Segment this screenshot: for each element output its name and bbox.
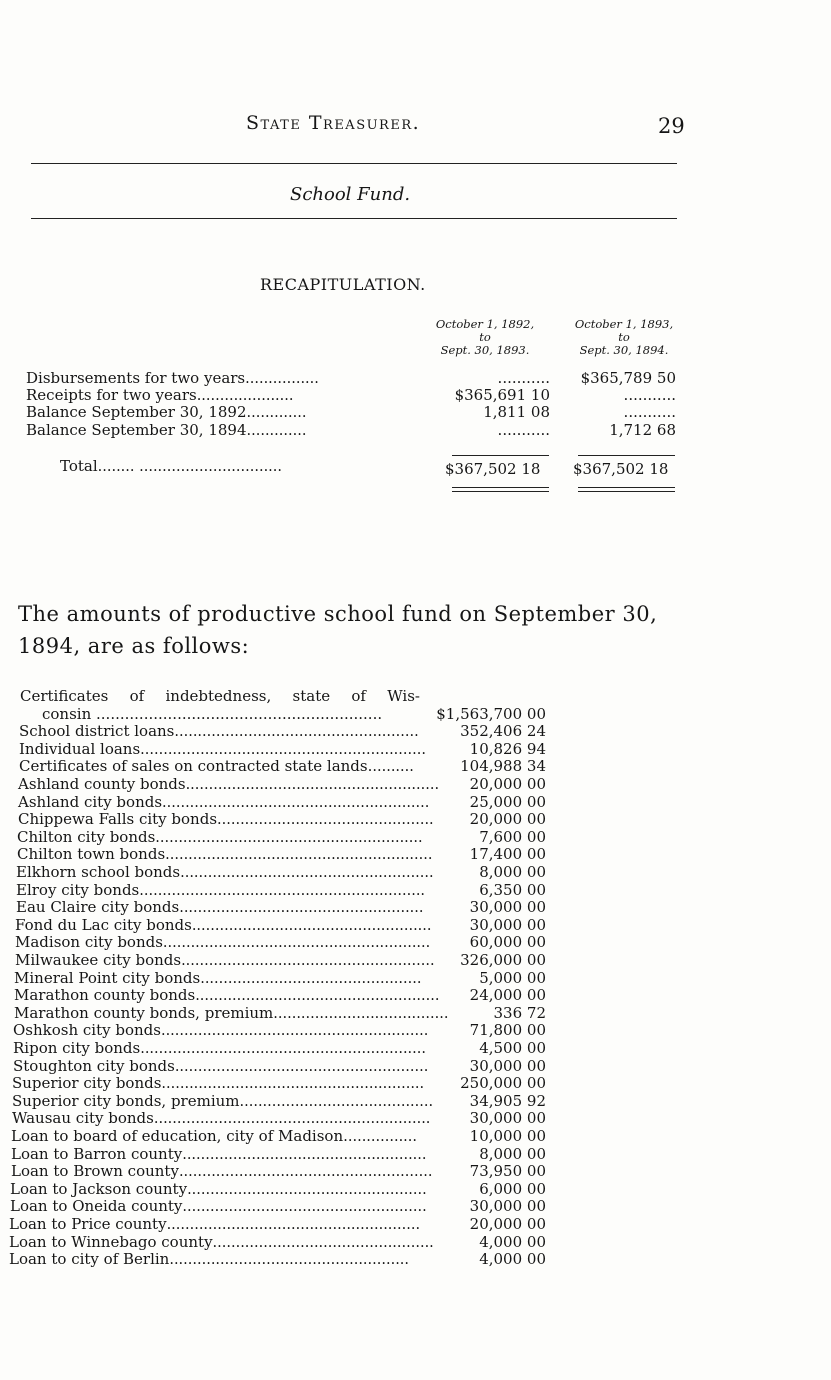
fund-item-text: Loan to city of Berlin (9, 1250, 170, 1269)
total-double-rule (452, 491, 549, 492)
fund-item-text (20, 688, 420, 723)
fund-item-text: Loan to Winnebago county (9, 1232, 213, 1251)
leader-dots: ....................................................... (185, 777, 440, 793)
leader-dots: ......... (372, 759, 414, 776)
leader-dots: ............. (246, 405, 307, 421)
leader-dots: ................ (245, 371, 319, 387)
column-header-line: October 1, 1892, (435, 317, 535, 331)
fund-item-text: Chilton city bonds (17, 827, 156, 846)
recap-row-text: Disbursements for two years (26, 369, 246, 387)
recap-row-label (26, 386, 294, 404)
leader-dots: ................................................ (200, 970, 422, 987)
column-header-line: to (618, 330, 630, 344)
fund-item-amount: 10,000 00 (469, 1127, 546, 1145)
fund-item-text: Marathon county bonds, premium (14, 1003, 274, 1022)
fund-item-text: Elroy city bonds (16, 880, 140, 899)
fund-item-amount: 8,000 00 (479, 863, 546, 881)
fund-item-text: Milwaukee city bonds (15, 951, 182, 969)
fund-item-label (9, 1234, 434, 1252)
fund-item-label (12, 1093, 433, 1111)
fund-item-text-line: Certificates of indebtedness, state of Wis- (20, 687, 420, 705)
fund-item-amount: 30,000 00 (469, 898, 546, 917)
page-number: 29 (658, 114, 685, 138)
leader-dots: ........ ............................... (97, 459, 283, 475)
recap-amount-1894: ........... (623, 403, 676, 421)
fund-item-amount: 30,000 00 (469, 1197, 546, 1216)
fund-item-label (18, 794, 429, 812)
column-header-line: October 1, 1893, (574, 317, 674, 331)
leader-dots: ................................................ (212, 1234, 434, 1251)
fund-item-text: Loan to Jackson county (10, 1179, 188, 1198)
fund-item-text: Ashland county bonds (18, 775, 186, 793)
fund-item-amount: 17,400 00 (469, 845, 546, 864)
fund-item-label (14, 970, 421, 988)
leader-dots: ............................................................ (153, 1111, 431, 1128)
fund-item-amount: $1,563,700 00 (436, 704, 546, 723)
fund-item-text: Chilton town bonds (17, 845, 166, 864)
recap-amount-1893: 1,811 08 (483, 403, 550, 421)
running-header: State Treasurer. (246, 112, 421, 134)
fund-item-amount: 6,000 00 (479, 1179, 546, 1198)
recap-amount-1893: $365,691 10 (454, 386, 550, 404)
recap-row-text: Balance September 30, 1892 (26, 403, 247, 421)
leader-dots: .................................................... (169, 1252, 410, 1269)
fund-item-label (18, 776, 439, 794)
column-header-line: to (479, 330, 491, 344)
recap-row-label (26, 369, 319, 387)
fund-item-label (12, 1110, 430, 1128)
fund-item-text: Loan to Brown county (11, 1162, 179, 1181)
column-header-line: Sept. 30, 1893. (440, 343, 530, 357)
fund-item-amount: 30,000 00 (469, 1056, 546, 1075)
leader-dots: .......................................................... (160, 1023, 429, 1040)
leader-dots: ..................................................... (179, 900, 424, 917)
fund-item-amount: 20,000 00 (469, 810, 546, 829)
leader-dots: ............................................... (217, 812, 434, 829)
fund-item-amount: 4,000 00 (479, 1250, 546, 1269)
fund-item-text: Fond du Lac city bonds (15, 915, 192, 934)
fund-item-label (16, 899, 424, 917)
leader-dots: ....................................................... (178, 1164, 433, 1181)
leader-dots: .......................................................... (165, 847, 433, 864)
fund-item-text: Loan to Barron county (11, 1144, 183, 1163)
fund-item-text: Madison city bonds (15, 933, 163, 952)
fund-item-text: Stoughton city bonds (13, 1056, 175, 1075)
top-rule (31, 163, 677, 164)
leader-dots: ....................................................... (180, 865, 434, 881)
fund-item-amount: 7,600 00 (479, 827, 546, 846)
leader-dots: .................................................... (191, 917, 432, 934)
fund-item-amount: 25,000 00 (469, 792, 546, 811)
fund-item-amount: 20,000 00 (469, 1215, 546, 1233)
leader-dots: ..................................................... (182, 1146, 427, 1163)
fund-item-amount: 10,826 94 (469, 739, 546, 758)
leader-dots: .......................................................... (155, 829, 423, 846)
fund-item-text: Certificates of sales on contracted state lands. (19, 757, 373, 776)
fund-item-label (11, 1163, 432, 1181)
recap-amount-1894: ........... (623, 386, 676, 404)
leader-dots: ............. (246, 423, 307, 439)
leader-dots: ..................................................... (174, 724, 419, 741)
total-double-rule (578, 491, 675, 492)
fund-item-text: Wausau city bonds (12, 1109, 154, 1128)
fund-item-label (13, 1040, 426, 1058)
column-header-1893 (410, 318, 560, 357)
fund-item-amount: 336 72 (493, 1003, 546, 1022)
fund-item-amount: 20,000 00 (469, 775, 546, 793)
total-amount-1894: $367,502 18 (573, 460, 669, 478)
fund-item-label (10, 1198, 427, 1216)
total-row (60, 457, 282, 475)
fund-item-text: Ashland city bonds (18, 792, 163, 811)
leader-dots: ....................................................... (181, 953, 435, 969)
fund-item-text: School district loans (19, 722, 175, 741)
fund-item-label (15, 952, 435, 970)
leader-dots: .............................................................. (140, 1041, 426, 1057)
fund-item-label (17, 846, 432, 864)
fund-item-amount: 4,000 00 (479, 1232, 546, 1251)
fund-item-amount: 326,000 00 (460, 951, 546, 969)
fund-item-label (10, 1181, 427, 1199)
fund-item-amount: 352,406 24 (460, 722, 546, 741)
fund-item-text: Marathon county bonds (14, 986, 196, 1005)
leader-dots: ..................... (196, 388, 294, 404)
fund-item-amount: 30,000 00 (469, 1109, 546, 1128)
leader-dots: ......................................................... (161, 1076, 425, 1093)
section-title: School Fund. (290, 184, 411, 205)
leader-dots: .......................................................... (162, 794, 430, 811)
leader-dots: ....................................................... (174, 1058, 429, 1075)
fund-item-text: Loan to Oneida county (10, 1197, 183, 1216)
recap-row-label (26, 421, 306, 439)
fund-item-label (13, 1058, 428, 1076)
fund-item-label (15, 934, 430, 952)
fund-item-label (9, 1216, 420, 1234)
subtotal-rule (578, 455, 675, 456)
fund-item-amount: 60,000 00 (469, 933, 546, 952)
leader-dots: .............................................................. (140, 741, 426, 758)
leader-dots: .................................................... (187, 1181, 427, 1198)
recap-amount-1893: ........... (497, 369, 550, 387)
leader-dots: ..................................................... (182, 1199, 427, 1216)
fund-item-label (19, 758, 414, 776)
fund-item-text: Oshkosh city bonds (13, 1021, 161, 1040)
total-amount-1893: $367,502 18 (445, 460, 541, 478)
column-header-1894 (549, 318, 699, 357)
fund-item-text: Superior city bonds (12, 1074, 162, 1093)
fund-item-label (16, 864, 434, 882)
recap-amount-1894: 1,712 68 (609, 421, 676, 439)
fund-item-label (18, 811, 434, 829)
leader-dots: .............................................................. (139, 882, 426, 899)
fund-item-text: Loan to board of education, city of Madison. (11, 1127, 348, 1145)
fund-item-label (11, 1146, 427, 1164)
fund-item-text: Individual loans (19, 739, 141, 758)
recap-row-text: Receipts for two years (26, 386, 197, 404)
fund-item-amount: 6,350 00 (479, 880, 546, 899)
fund-item-text-line: consin ............................................................ (42, 705, 383, 723)
total-double-rule (578, 487, 675, 488)
recap-row-label (26, 403, 306, 421)
leader-dots: ..................................................... (195, 988, 440, 1005)
total-double-rule (452, 487, 549, 488)
recap-amount-1894: $365,789 50 (580, 369, 676, 387)
fund-item-amount: 73,950 00 (469, 1162, 546, 1181)
fund-item-text: Ripon city bonds (13, 1039, 141, 1057)
fund-item-text: Mineral Point city bonds (14, 968, 201, 987)
subtotal-rule (452, 455, 549, 456)
fund-item-text: Chippewa Falls city bonds (18, 810, 218, 829)
fund-item-text: Elkhorn school bonds (16, 863, 181, 881)
fund-item-text: Loan to Price county (9, 1215, 167, 1233)
leader-dots: .......................................... (239, 1093, 434, 1110)
recapitulation-title: RECAPITULATION. (260, 275, 426, 294)
fund-item-label (9, 1251, 409, 1269)
fund-item-label (19, 741, 426, 759)
fund-item-label (11, 1128, 417, 1146)
total-label: Total (60, 457, 98, 475)
recap-row-text: Balance September 30, 1894 (26, 421, 247, 439)
fund-item-label (13, 1022, 428, 1040)
leader-dots: ............... (347, 1129, 418, 1145)
fund-item-amount: 71,800 00 (469, 1021, 546, 1040)
fund-item-text: Eau Claire city bonds (16, 898, 180, 917)
fund-item-label (15, 917, 432, 935)
fund-item-label (19, 723, 419, 741)
leader-dots: ....................................................... (166, 1217, 421, 1233)
fund-item-amount: 34,905 92 (469, 1091, 546, 1110)
intro-paragraph: The amounts of productive school fund on September 30, 1894, are as follows: (18, 602, 658, 658)
section-rule (31, 218, 677, 219)
fund-item-amount: 8,000 00 (479, 1144, 546, 1163)
column-header-line: Sept. 30, 1894. (579, 343, 669, 357)
fund-item-label (16, 882, 425, 900)
fund-item-label (12, 1075, 424, 1093)
fund-item-label (14, 1005, 448, 1023)
fund-item-label (17, 829, 423, 847)
fund-item-amount: 24,000 00 (469, 986, 546, 1005)
fund-item-amount: 30,000 00 (469, 915, 546, 934)
recap-amount-1893: ........... (497, 421, 550, 439)
fund-item-amount: 4,500 00 (479, 1039, 546, 1057)
fund-item-amount: 250,000 00 (460, 1074, 546, 1093)
leader-dots: ...................................... (273, 1005, 449, 1022)
leader-dots: .......................................................... (162, 935, 431, 952)
fund-item-amount: 5,000 00 (479, 968, 546, 987)
fund-item-label (14, 987, 439, 1005)
fund-item-amount: 104,988 34 (460, 757, 546, 776)
fund-item-text: Superior city bonds, premium (12, 1091, 240, 1110)
